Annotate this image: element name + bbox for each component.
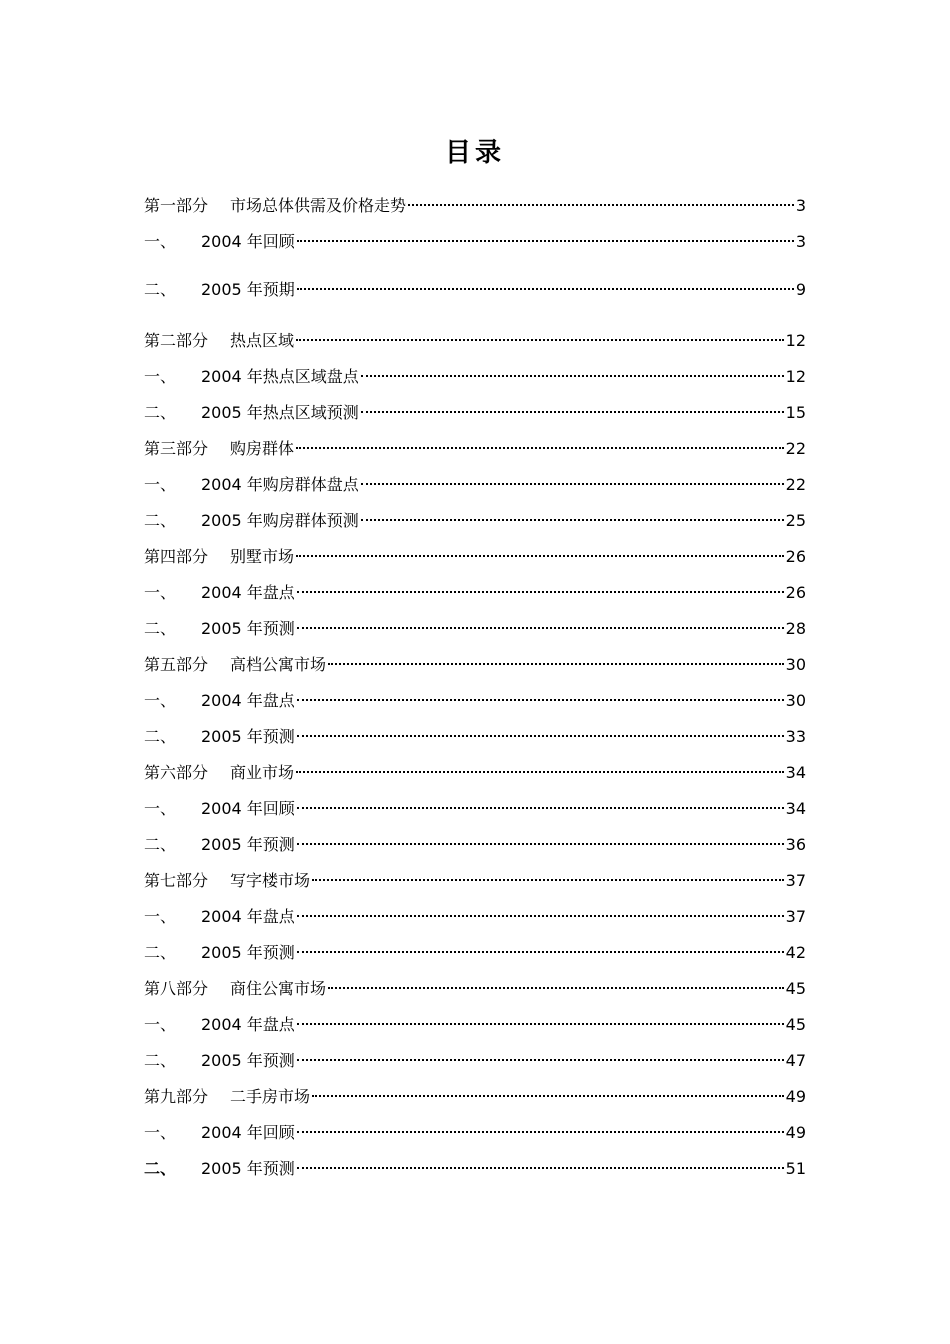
toc-entry-prefix: 二、 [144, 1051, 177, 1070]
toc-entry-page: 12 [785, 331, 806, 350]
toc-entry-prefix: 一、 [144, 907, 177, 926]
toc-entry-label: 2005 年预期 [201, 280, 295, 299]
toc-dot-leader [296, 555, 784, 557]
toc-entry-page: 22 [785, 439, 806, 458]
toc-dot-leader [297, 1167, 784, 1169]
toc-entry-sub[interactable] [144, 1007, 806, 1043]
toc-entry-label: 2005 年购房群体预测 [201, 511, 359, 530]
page-title: 目录 [444, 138, 505, 168]
toc-entry-label: 2004 年回顾 [201, 232, 295, 251]
toc-entry-label: 2005 年预测 [201, 835, 295, 854]
toc-entry-sub[interactable] [144, 791, 806, 827]
toc-dot-leader [297, 807, 784, 809]
toc-entry-label: 2004 年回顾 [201, 799, 295, 818]
toc-entry-page: 9 [795, 280, 806, 299]
toc-entry-label: 2005 年预测 [201, 619, 295, 638]
toc-dot-leader [297, 843, 784, 845]
toc-entry-sub[interactable] [144, 224, 806, 272]
toc-entry-sub[interactable] [144, 575, 806, 611]
toc-entry-page: 33 [785, 727, 806, 746]
toc-entry-prefix: 第三部分 [144, 439, 209, 458]
toc-entry-prefix: 一、 [144, 367, 177, 386]
toc-entry-page: 51 [785, 1159, 806, 1178]
toc-entry-sub[interactable] [144, 1151, 806, 1187]
toc-entry-label: 2005 年预测 [201, 1159, 295, 1178]
toc-entry-label: 热点区域 [230, 331, 295, 350]
toc-entry-page: 26 [785, 547, 806, 566]
toc-dot-leader [408, 204, 794, 206]
toc-entry-part-9[interactable] [144, 1079, 806, 1115]
toc-dot-leader [296, 447, 784, 449]
toc-entry-page: 49 [785, 1123, 806, 1142]
toc-dot-leader [297, 591, 784, 593]
toc-entry-sub[interactable] [144, 467, 806, 503]
toc-entry-prefix: 一、 [144, 799, 177, 818]
toc-entry-page: 37 [785, 871, 806, 890]
toc-dot-leader [297, 1059, 784, 1061]
toc-dot-leader [297, 627, 784, 629]
toc-dot-leader [297, 1023, 784, 1025]
toc-entry-prefix: 二、 [144, 511, 177, 530]
toc-entry-page: 49 [785, 1087, 806, 1106]
toc-entry-label: 2004 年盘点 [201, 691, 295, 710]
toc-entry-prefix: 二、 [144, 835, 177, 854]
toc-entry-prefix: 二、 [144, 619, 177, 638]
toc-dot-leader [296, 339, 784, 341]
toc-entry-label: 2005 年热点区域预测 [201, 403, 359, 422]
toc-entry-sub[interactable] [144, 1043, 806, 1079]
toc-entry-sub[interactable] [144, 827, 806, 863]
toc-entry-prefix: 第六部分 [144, 763, 209, 782]
toc-entry-sub[interactable] [144, 719, 806, 755]
toc-entry-label: 市场总体供需及价格走势 [230, 196, 407, 215]
toc-entry-page: 22 [785, 475, 806, 494]
toc-entry-page: 3 [795, 196, 806, 215]
toc-dot-leader [296, 771, 784, 773]
toc-dot-leader [297, 915, 784, 917]
toc-entry-prefix: 第二部分 [144, 331, 209, 350]
toc-entry-label: 商业市场 [230, 763, 295, 782]
toc-entry-page: 30 [785, 655, 806, 674]
toc-entry-label: 2004 年盘点 [201, 907, 295, 926]
toc-dot-leader [361, 375, 784, 377]
toc-entry-page: 45 [785, 979, 806, 998]
toc-entry-prefix: 一、 [144, 232, 177, 251]
toc-dot-leader [297, 951, 784, 953]
toc-dot-leader [328, 663, 784, 665]
toc-entry-label: 购房群体 [230, 439, 295, 458]
toc-entry-label: 二手房市场 [230, 1087, 311, 1106]
toc-dot-leader [297, 699, 784, 701]
toc-entry-prefix: 第七部分 [144, 871, 209, 890]
toc-entry-part-2[interactable] [144, 323, 806, 359]
toc-entry-page: 30 [785, 691, 806, 710]
toc-entry-prefix: 一、 [144, 691, 177, 710]
toc-entry-label: 2005 年预测 [201, 1051, 295, 1070]
toc-entry-prefix: 一、 [144, 475, 177, 494]
toc-entry-part-1[interactable] [144, 188, 806, 224]
toc-entry-sub[interactable] [144, 611, 806, 647]
toc-entry-label: 商住公寓市场 [230, 979, 327, 998]
toc-entry-page: 15 [785, 403, 806, 422]
toc-dot-leader [312, 879, 784, 881]
toc-entry-prefix: 一、 [144, 1123, 177, 1142]
toc-entry-label: 别墅市场 [230, 547, 295, 566]
toc-entry-sub[interactable] [144, 272, 806, 323]
toc-entry-sub[interactable] [144, 683, 806, 719]
toc-dot-leader [312, 1095, 784, 1097]
toc-entry-part-8[interactable] [144, 971, 806, 1007]
toc-entry-page: 45 [785, 1015, 806, 1034]
toc-entry-label: 2005 年预测 [201, 727, 295, 746]
toc-entry-page: 34 [785, 799, 806, 818]
toc-entry-prefix: 一、 [144, 583, 177, 602]
toc-entry-sub[interactable] [144, 503, 806, 539]
toc-list [144, 188, 806, 1187]
toc-entry-prefix: 二、 [144, 280, 177, 299]
toc-dot-leader [361, 483, 784, 485]
toc-dot-leader [361, 519, 784, 521]
toc-entry-part-4[interactable] [144, 539, 806, 575]
toc-dot-leader [297, 1131, 784, 1133]
toc-entry-label: 2004 年盘点 [201, 1015, 295, 1034]
toc-entry-label: 2004 年购房群体盘点 [201, 475, 359, 494]
toc-entry-page: 36 [785, 835, 806, 854]
toc-dot-leader [361, 411, 784, 413]
toc-entry-prefix: 第九部分 [144, 1087, 209, 1106]
toc-entry-part-3[interactable] [144, 431, 806, 467]
toc-entry-page: 26 [785, 583, 806, 602]
toc-entry-part-7[interactable] [144, 863, 806, 899]
toc-entry-prefix: 二、 [144, 727, 177, 746]
toc-entry-prefix: 第八部分 [144, 979, 209, 998]
toc-entry-sub[interactable] [144, 395, 806, 431]
toc-entry-label: 写字楼市场 [230, 871, 311, 890]
toc-entry-prefix: 第一部分 [144, 196, 209, 215]
toc-entry-label: 2005 年预测 [201, 943, 295, 962]
toc-entry-sub[interactable] [144, 1115, 806, 1151]
toc-entry-label: 2004 年热点区域盘点 [201, 367, 359, 386]
toc-entry-part-5[interactable] [144, 647, 806, 683]
toc-entry-label: 2004 年盘点 [201, 583, 295, 602]
toc-entry-page: 42 [785, 943, 806, 962]
toc-dot-leader [297, 288, 794, 290]
toc-entry-part-6[interactable] [144, 755, 806, 791]
toc-entry-prefix: 一、 [144, 1015, 177, 1034]
toc-entry-sub[interactable] [144, 899, 806, 935]
toc-dot-leader [328, 987, 784, 989]
toc-entry-label: 高档公寓市场 [230, 655, 327, 674]
toc-entry-page: 12 [785, 367, 806, 386]
toc-entry-prefix: 二、 [144, 943, 177, 962]
toc-entry-prefix: 第四部分 [144, 547, 209, 566]
toc-entry-page: 28 [785, 619, 806, 638]
toc-entry-page: 25 [785, 511, 806, 530]
toc-entry-page: 47 [785, 1051, 806, 1070]
toc-entry-prefix: 第五部分 [144, 655, 209, 674]
toc-entry-page: 3 [795, 232, 806, 251]
toc-entry-prefix: 二、 [144, 403, 177, 422]
toc-entry-label: 2004 年回顾 [201, 1123, 295, 1142]
toc-dot-leader [297, 735, 784, 737]
toc-entry-page: 34 [785, 763, 806, 782]
toc-entry-prefix: 二、 [144, 1159, 177, 1178]
toc-entry-page: 37 [785, 907, 806, 926]
toc-entry-sub[interactable] [144, 935, 806, 971]
toc-entry-sub[interactable] [144, 359, 806, 395]
toc-dot-leader [297, 240, 794, 242]
